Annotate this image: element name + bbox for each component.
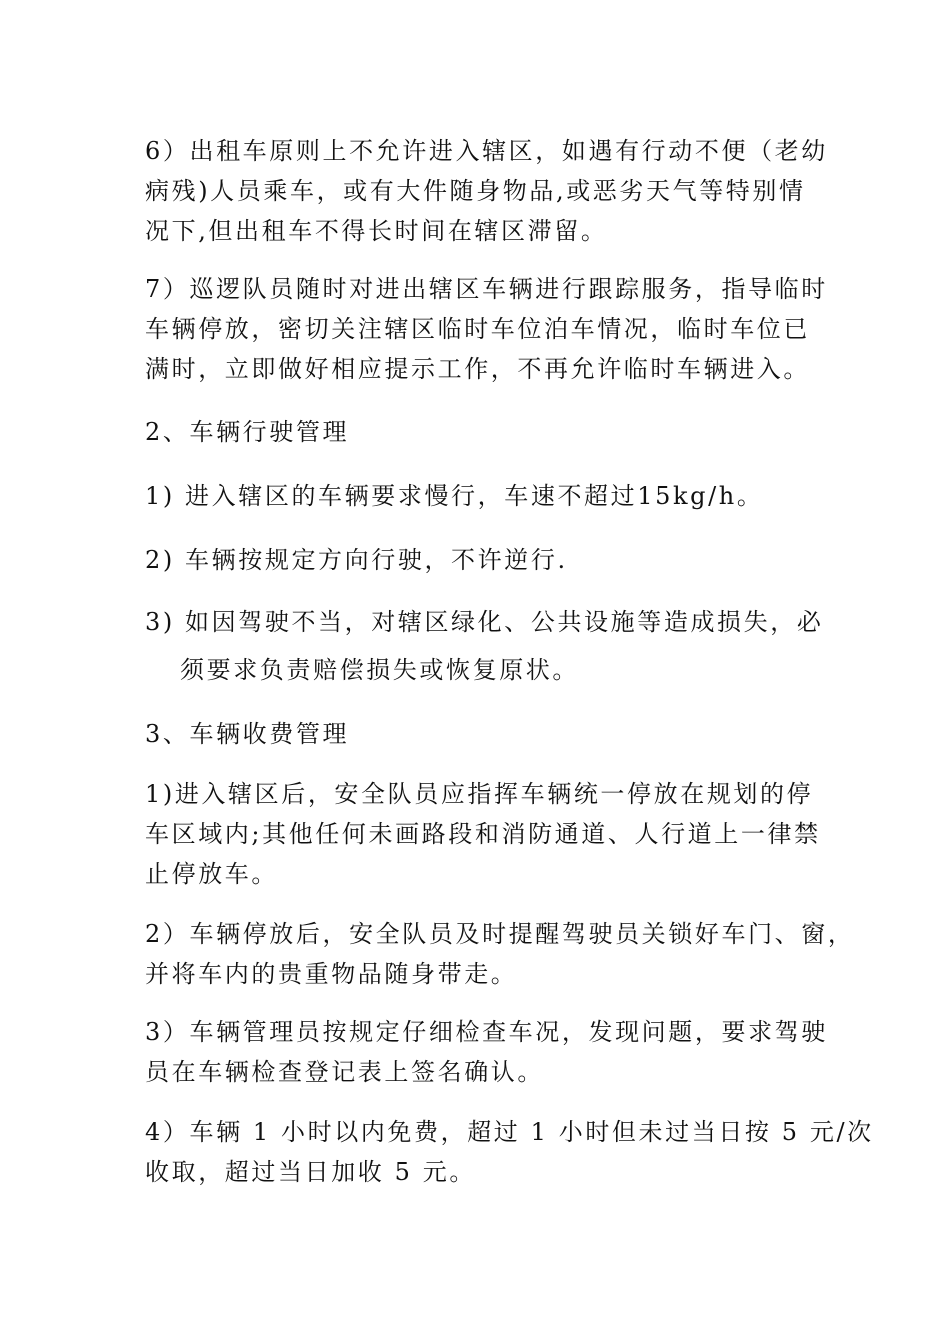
item-3-2-line-1: 2）车辆停放后，安全队员及时提醒驾驶员关锁好车门、窗， <box>145 920 855 948</box>
item-2-1-line-1: 1) 进入辖区的车辆要求慢行，车速不超过15kg/h。 <box>145 482 764 510</box>
item-7-line-1: 7）巡逻队员随时对进出辖区车辆进行跟踪服务，指导临时 <box>145 275 828 303</box>
item-6-line-2: 病残)人员乘车，或有大件随身物品,或恶劣天气等特别情 <box>145 177 806 205</box>
item-3-1-line-1: 1)进入辖区后，安全队员应指挥车辆统一停放在规划的停 <box>145 780 814 808</box>
item-6-line-3: 况下,但出租车不得长时间在辖区滞留。 <box>145 217 608 245</box>
item-3-1-line-3: 止停放车。 <box>145 860 278 888</box>
item-2-2-line-1: 2) 车辆按规定方向行驶，不许逆行. <box>145 546 568 574</box>
item-3-1-line-2: 车区域内;其他任何未画路段和消防通道、人行道上一律禁 <box>145 820 821 848</box>
item-2-3-line-1: 3) 如因驾驶不当，对辖区绿化、公共设施等造成损失，必 <box>145 608 824 636</box>
section-2-heading: 2、车辆行驶管理 <box>145 418 350 446</box>
item-6-line-1: 6）出租车原则上不允许进入辖区，如遇有行动不便（老幼 <box>145 137 828 165</box>
item-3-4-line-1: 4）车辆 1 小时以内免费，超过 1 小时但未过当日按 5 元/次 <box>145 1118 874 1146</box>
item-2-3-line-2: 须要求负责赔偿损失或恢复原状。 <box>180 656 579 684</box>
item-3-3-line-1: 3）车辆管理员按规定仔细检查车况，发现问题，要求驾驶 <box>145 1018 828 1046</box>
item-7-line-3: 满时，立即做好相应提示工作，不再允许临时车辆进入。 <box>145 355 810 383</box>
item-3-3-line-2: 员在车辆检查登记表上签名确认。 <box>145 1058 544 1086</box>
item-3-4-line-2: 收取，超过当日加收 5 元。 <box>145 1158 476 1186</box>
section-3-heading: 3、车辆收费管理 <box>145 720 350 748</box>
item-7-line-2: 车辆停放，密切关注辖区临时车位泊车情况，临时车位已 <box>145 315 810 343</box>
item-3-2-line-2: 并将车内的贵重物品随身带走。 <box>145 960 518 988</box>
